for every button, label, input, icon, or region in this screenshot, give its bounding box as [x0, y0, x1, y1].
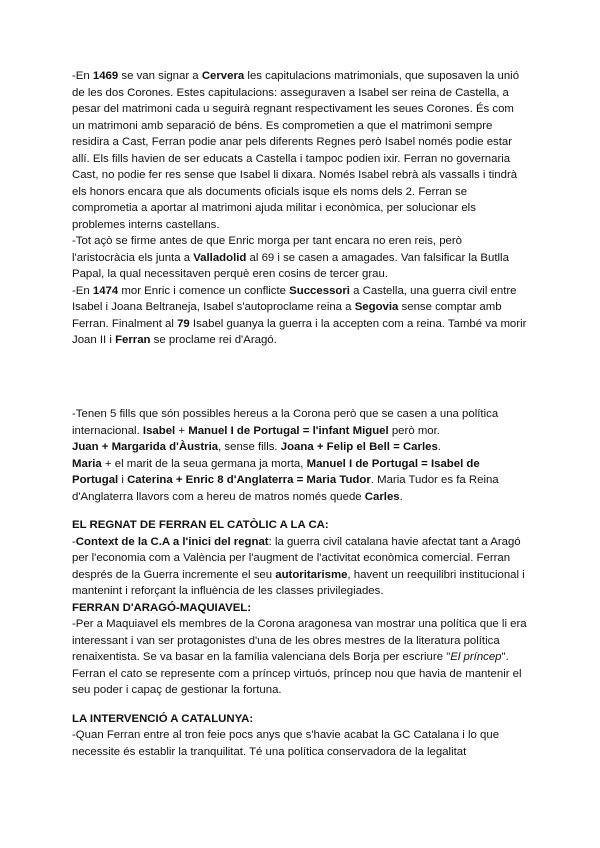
- bold-run: 1474: [92, 284, 119, 297]
- text-run: -En: [72, 70, 93, 82]
- text-run: se proclame rei d'Aragó.: [150, 334, 277, 346]
- text-run: a Castella, una guerra civil entre Isabel i Joana Beltraneja, Isabel s'autoproclame reina a: [72, 284, 517, 313]
- text-run: però mor.: [388, 424, 440, 437]
- italic-run: El príncep: [450, 651, 502, 663]
- text-run: + el marit de la seua germana ja morta,: [101, 457, 307, 470]
- text-block-2: [72, 406, 527, 760]
- text-run: .: [437, 441, 441, 453]
- text-run: .: [399, 490, 403, 503]
- bold-run: 1469: [92, 70, 119, 82]
- text-run: sense comptar amb Ferran. Finalment al: [72, 301, 502, 330]
- bold-run: Ferran: [115, 334, 151, 346]
- bold-run: Caterina + Enric 8 d'Anglaterra = Maria Tudor: [127, 474, 371, 486]
- paragraph-juan: [72, 439, 527, 456]
- bold-run: 79: [177, 317, 190, 330]
- bold-run: Successori: [289, 284, 350, 297]
- text-run: les capitulacions matrimonials, que suposaven la unió de les dos Corones. Estes capitulacions: asseguraven a Isabel ser reina de Castella, a pesar del matrimoni cada u seguirà regnant respectivament les seues Corones. És com un matrimoni amb separació de béns. Es comprometien a que el matrimoni sempre residira a Cast, Ferran podie anar pels diferents Regnes però Isabel només podie estar allí. Els fills havien de ser educats a Castella i tampoc podien ixir. Ferran no governaria Cast, no podie fer res sense que Isabel li dixara. Només Isabel rebrà als vassalls i tindrà els honors encara que als documents oficials isque els noms dels 2. Ferran se comprometia a aportar al matrimoni ajuda militar i econòmica, per solucionar els problemes interns castellans.: [72, 70, 520, 231]
- paragraph-fills: [72, 406, 527, 439]
- paragraph-intervencio: [72, 727, 527, 760]
- bold-run: Manuel I de Portugal = l'infant Miguel: [188, 424, 389, 437]
- paragraph-maquiavel: [72, 616, 527, 699]
- paragraph-conflicte-successori: [72, 283, 527, 349]
- text-run: -En: [72, 284, 93, 297]
- bold-run: Carles: [364, 490, 400, 503]
- text-run: ". Ferran el cato se represente com a príncep virtuós, príncep nou que havia de mantenir el seu poder i capaç de gestionar la fortuna.: [72, 651, 522, 696]
- text-run: mor Enric i comence un conflicte: [118, 284, 290, 297]
- bold-run: Isabel: [142, 424, 176, 437]
- text-run: al 69 i se casen a amagades. Van falsificar la Butlla Papal, la qual necessitaven perquè eren cosins de tercer grau.: [72, 251, 509, 280]
- text-run: -Tenen 5 fills que són possibles hereus a la Corona però que se casen a una política internacional.: [72, 408, 499, 437]
- heading-regnat-ferran: EL REGNAT DE FERRAN EL CATÒLIC A LA CA:: [72, 519, 329, 531]
- text-run: -Quan Ferran entre al tron feie pocs anys que s'havie acabat la GC Catalana i lo que necessite és establir la tranquilitat. Té una política conservadora de la legalitat: [72, 729, 500, 758]
- bold-run: Context de la C.A a l'inici del regnat: [75, 535, 269, 548]
- text-run: -Per a Maquiavel els membres de la Corona aragonesa van mostrar una política que li era interessant i van ser protagonistes d'una de les obres mestres de la literatura política renaixentista. Se va basar en la família valenciana dels Borja per escriure ": [72, 618, 527, 663]
- bold-run: Valladolid: [193, 251, 247, 264]
- text-run: se van signar a: [118, 70, 202, 82]
- text-run: -Tot açò se firme antes de que Enric morga per tant encara no eren reis, però l'aristocràcia els junta a: [72, 235, 463, 264]
- bold-run: Juan + Margarida d'Àustria: [72, 441, 219, 453]
- heading-intervencio-catalunya: LA INTERVENCIÓ A CATALUNYA:: [72, 712, 254, 725]
- text-run: , havent un reequilibri institucional i mantenint i reforçant la influència de les classes privilegiades.: [72, 568, 525, 597]
- text-run: : la guerra civil catalana havie afectat tant a Aragó per l'economia com a València per l'augment de l'activitat econòmica comercial. Ferran després de la Guerra incremente el seu: [72, 535, 521, 581]
- bold-run: Cervera: [201, 70, 245, 82]
- text-run: Isabel guanya la guerra i la accepten com a reina. També va morir Joan II i: [72, 317, 527, 346]
- text-run: , sense fills.: [218, 441, 281, 453]
- paragraph-context: [72, 534, 527, 600]
- bold-run: Maria: [72, 457, 102, 470]
- bold-run: autoritarisme: [275, 568, 348, 581]
- heading-maquiavel: FERRAN D'ARAGÓ-MAQUIAVEL:: [72, 601, 252, 614]
- paragraph-capitulacions: [72, 68, 527, 233]
- paragraph-maria: [72, 456, 527, 506]
- text-block-1: [72, 68, 527, 349]
- paragraph-valladolid: [72, 233, 527, 283]
- bold-run: Manuel I de Portugal = Isabel de Portugal: [72, 457, 480, 486]
- text-run: i: [118, 474, 128, 486]
- bold-run: Segovia: [354, 301, 399, 313]
- text-run: +: [175, 424, 189, 437]
- text-run: -: [72, 535, 76, 548]
- bold-run: Joana + Felip el Bell = Carles: [280, 441, 438, 453]
- text-run: . Maria Tudor es fa Reina d'Anglaterra llavors com a hereu de matros només quede: [72, 474, 499, 503]
